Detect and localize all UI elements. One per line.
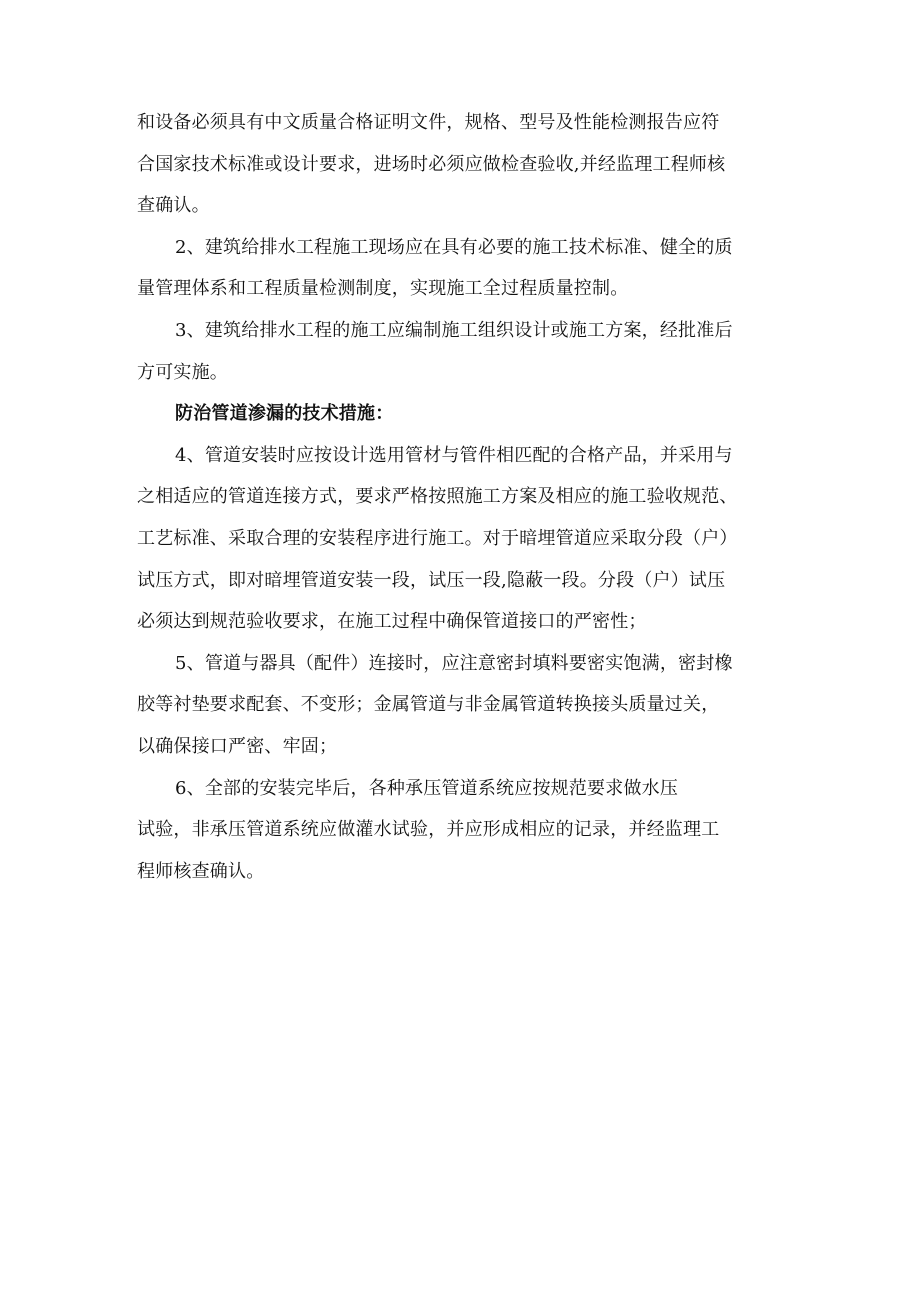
text-line: 5、管道与器具（配件）连接时，应注意密封填料要密实饱满，密封橡 [175,652,733,674]
text-line: 合国家技术标准或设计要求，进场时必须应做检查验收,并经监理工程师核 [137,153,726,175]
text-line: 胶等衬垫要求配套、不变形；金属管道与非金属管道转换接头质量过关， [137,694,720,716]
text-line: 工艺标准、采取合理的安装程序进行施工。对于暗埋管道应采取分段（户） [137,527,738,549]
text-line: 2、建筑给排水工程施工现场应在具有必要的施工技术标准、健全的质 [175,236,733,258]
text-line: 以确保接口严密、牢固； [137,735,338,757]
text-line: 程师核查确认。 [137,860,265,882]
heading-line: 防治管道渗漏的技术措施： [175,403,394,425]
paragraph-5 [137,643,791,768]
text-line: 和设备必须具有中文质量合格证明文件，规格、型号及性能检测报告应符 [137,112,720,133]
text-line: 试压方式，即对暗埋管道安装一段，试压一段,隐蔽一段。分段（户）试压 [137,569,726,591]
paragraph-3 [137,310,791,393]
section-heading [137,393,791,435]
paragraph-6 [137,768,791,893]
text-line: 量管理体系和工程质量检测制度，实现施工全过程质量控制。 [137,278,629,300]
text-line: 4、管道安装时应按设计选用管材与管件相匹配的合格产品，并采用与 [175,444,733,466]
text-line: 之相适应的管道连接方式，要求严格按照施工方案及相应的施工验收规范、 [137,486,738,508]
paragraph-2 [137,227,791,310]
text-line: 3、建筑给排水工程的施工应编制施工组织设计或施工方案，经批准后 [175,319,733,341]
document-body [137,102,791,892]
text-line: 方可实施。 [137,361,228,383]
text-line: 试验，非承压管道系统应做灌水试验，并应形成相应的记录，并经监理工 [137,819,720,841]
text-line: 查确认。 [137,195,210,217]
text-line: 必须达到规范验收要求，在施工过程中确保管道接口的严密性； [137,611,647,633]
text-line: 6、全部的安装完毕后，各种承压管道系统应按规范要求做水压 [175,777,679,799]
paragraph-1 [137,102,791,227]
paragraph-4 [137,435,791,643]
